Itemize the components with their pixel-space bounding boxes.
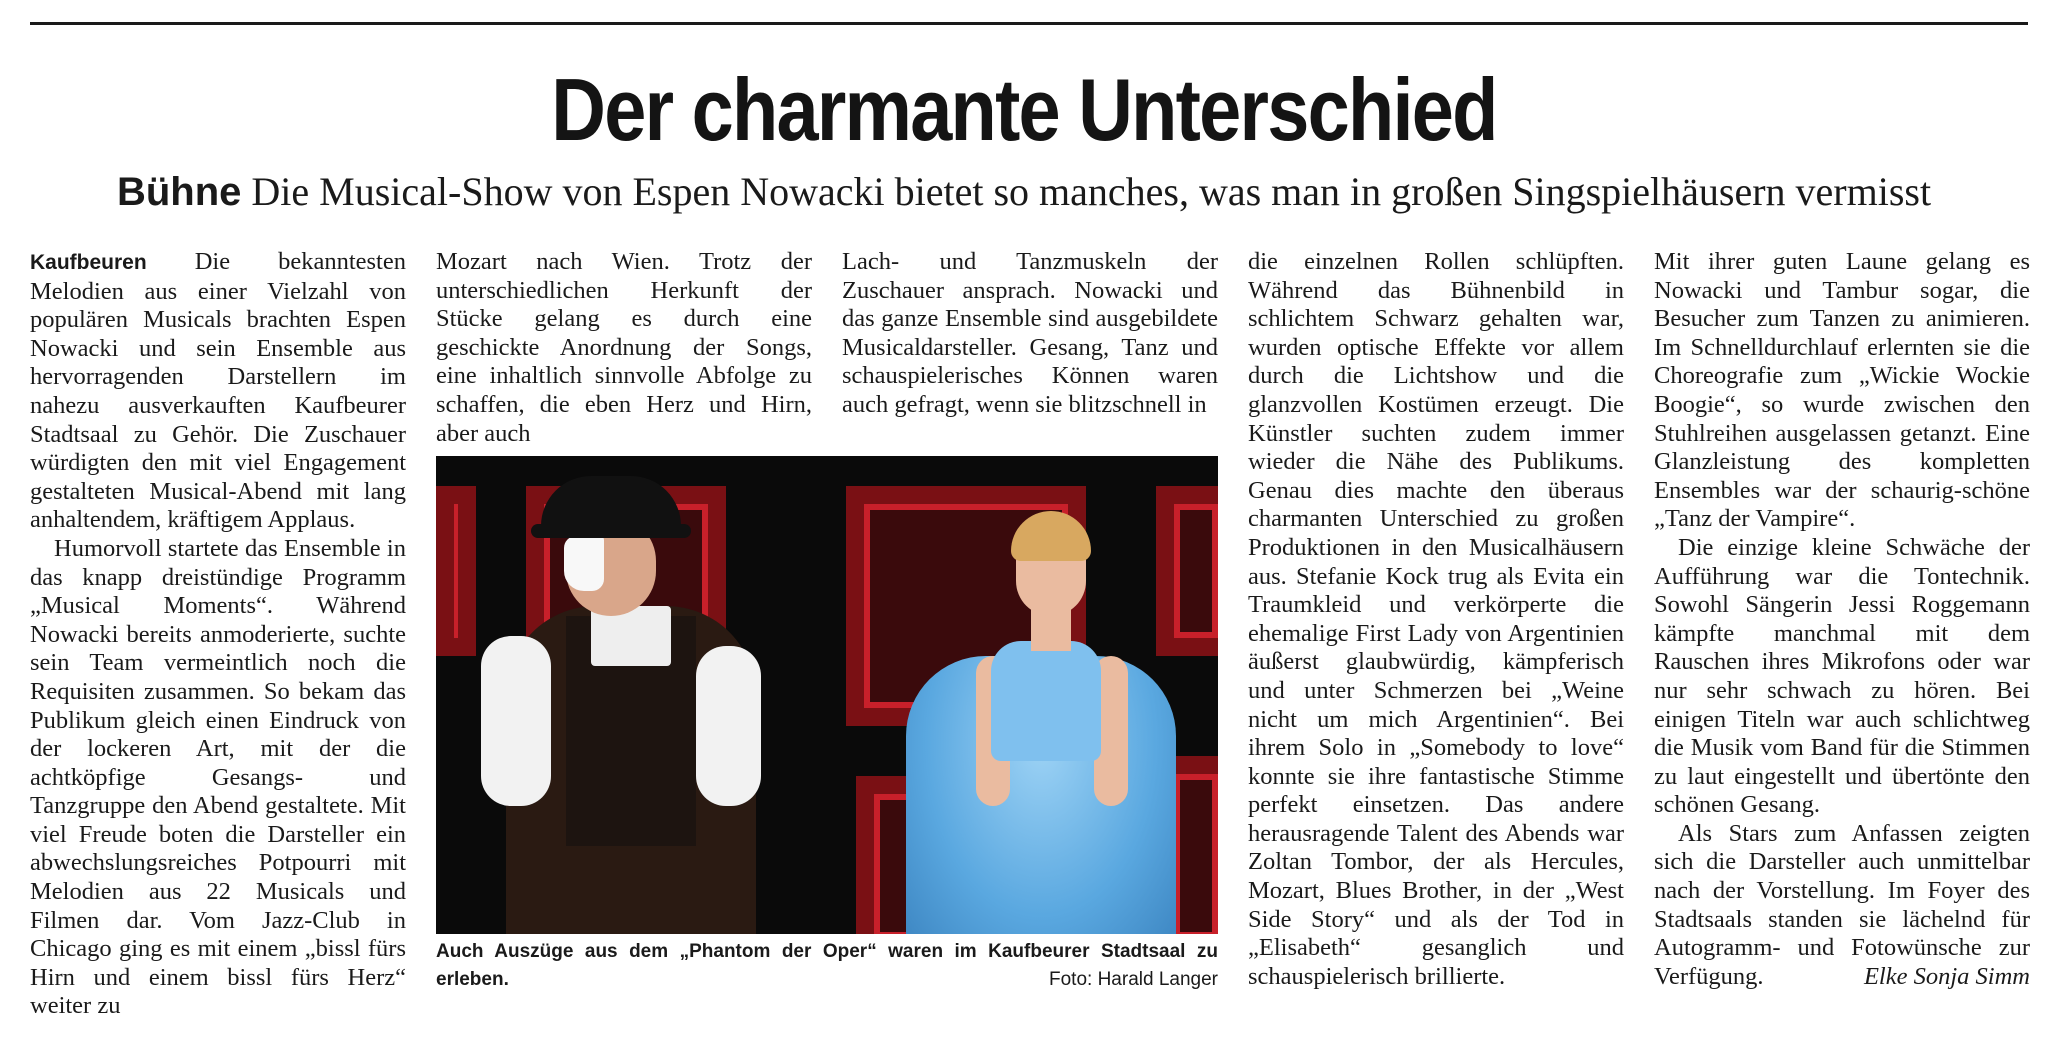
lady-bodice bbox=[991, 641, 1101, 761]
author-byline: Elke Sonja Simm bbox=[1863, 962, 2030, 990]
phantom-mask bbox=[564, 536, 604, 591]
paragraph bbox=[1654, 820, 2030, 992]
phantom-arm bbox=[481, 636, 551, 806]
article-column-2 bbox=[436, 248, 812, 448]
top-rule bbox=[30, 22, 2028, 25]
paragraph-text: Die bekanntesten Melodien aus einer Vielzahl von populären Musicals brachten Espen Nowacki und sein Ensemble aus hervorragenden Darstellern im nahezu ausverkauften Kaufbeurer Stadtsaal zu Gehör. Die Zuschauer würdigten den mit viel Engagement gestalteten Musical-Abend mit lang anhaltendem, kräftigem Applaus. bbox=[30, 248, 406, 534]
headline: Der charmante Unterschied bbox=[551, 60, 1497, 159]
paragraph-text: Als Stars zum Anfassen zeigten sich die Darsteller auch unmittelbar nach der Vorstellung. Im Foyer des Stadtsaals standen sie lächelnd für Autogramm- und Fotowünsche zur Verfügung. bbox=[1654, 819, 2030, 990]
subhead-kicker: Bühne bbox=[116, 170, 242, 214]
paragraph: die einzelnen Rollen schlüpften. Während das Bühnenbild in schlichtem Schwarz gehalten war, wurden optische Effekte vor allem durch die Lichtshow und die glanzvollen Kostümen erzeugt. Die Künstler suchten zudem immer wieder die Nähe des Publikums. Genau dies machte den überaus charmanten Unterschied zu großen Produktionen in den Musicalhäusern aus. Stefanie Kock trug als Evita ein Traumkleid und verkörperte die ehemalige First Lady von Argentinien äußerst glaubwürdig, kämpferisch und unter Schmerzen bei „Weine nicht um mich Argentinien“. Bei ihrem Solo in „Somebody to love“ konnte sie ihre fantastische Stimme perfekt einsetzen. Das andere herausragende Talent des Abends war Zoltan Tombor, der als Hercules, Mozart, Blues Brother, in der „West Side Story“ und als der Tod in „Elisabeth“ gesanglich und schauspielerisch brillierte. bbox=[1248, 248, 1624, 990]
paragraph: Mozart nach Wien. Trotz der unterschiedlichen Herkunft der Stücke gelang es durch eine geschickte Anordnung der Songs, eine inhaltlich sinnvolle Abfolge zu schaffen, die eben Herz und Hirn, aber auch bbox=[436, 248, 812, 447]
article-column-5 bbox=[1654, 248, 2030, 991]
dateline: Kaufbeuren bbox=[30, 251, 147, 274]
article-column-3 bbox=[842, 248, 1218, 420]
paragraph: Humorvoll startete das Ensemble in das knapp dreistündige Programm „Musical Moments“. Während Nowacki bereits anmoderierte, suchte sein Team vermeintlich noch die Requisiten zusammen. So bekam das Publikum gleich einen Eindruck von der lockeren Art, mit der die achtköpfige Gesangs- und Tanzgruppe den Abend gestaltete. Mit viel Freude boten die Darsteller ein abwechslungsreiches Potpourri mit Melodien aus 22 Musicals und Filmen dar. Vom Jazz-Club in Chicago ging es mit einem „bissl fürs Hirn und einem bissl fürs Herz“ weiter zu bbox=[30, 534, 406, 1020]
paragraph: Mit ihrer guten Laune gelang es Nowacki und Tambur sogar, die Besucher zum Tanzen zu animieren. Im Schnelldurchlauf erlernten sie die Choreografie zum „Wickie Wockie Boogie“, so wurde zwischen den Stuhlreihen ausgelassen getanzt. Eine Glanzleistung des kompletten Ensembles war der schaurig-schöne „Tanz der Vampire“. bbox=[1654, 248, 2030, 533]
phantom-arm bbox=[696, 646, 761, 806]
subhead bbox=[0, 169, 2048, 214]
stage-photo bbox=[436, 456, 1218, 934]
stage-light-panel bbox=[436, 486, 476, 656]
phantom-hat-brim bbox=[531, 524, 691, 538]
paragraph: Die einzige kleine Schwäche der Aufführung war die Tontechnik. Sowohl Sängerin Jessi Roggemann kämpfte manchmal mit dem Rauschen ihres Mikrofons oder war nur sehr schwach zu hören. Bei einigen Titeln war auch schlichtweg die Musik vom Band für die Stimmen zu laut eingestellt und übertönte den schönen Gesang. bbox=[1654, 533, 2030, 819]
photo-caption: Auch Auszüge aus dem „Phantom der Oper“ waren im Kaufbeurer Stadtsaal zu erleben. bbox=[436, 941, 1218, 990]
paragraph: Lach- und Tanzmuskeln der Zuschauer ansprach. Nowacki und das ganze Ensemble sind ausgebildete Musicaldarsteller. Gesang, Tanz und schauspielerisches Können waren auch gefragt, wenn sie blitzschnell in bbox=[842, 248, 1218, 418]
article-column-1 bbox=[30, 248, 406, 1021]
paragraph bbox=[30, 248, 406, 535]
article-column-4 bbox=[1248, 248, 1624, 991]
subhead-text: Die Musical-Show von Espen Nowacki bietet so manches, was man in großen Singspielhäusern vermisst bbox=[251, 169, 1932, 214]
stage-light-panel bbox=[1156, 486, 1218, 656]
photo-credit: Foto: Harald Langer bbox=[1049, 969, 1218, 990]
